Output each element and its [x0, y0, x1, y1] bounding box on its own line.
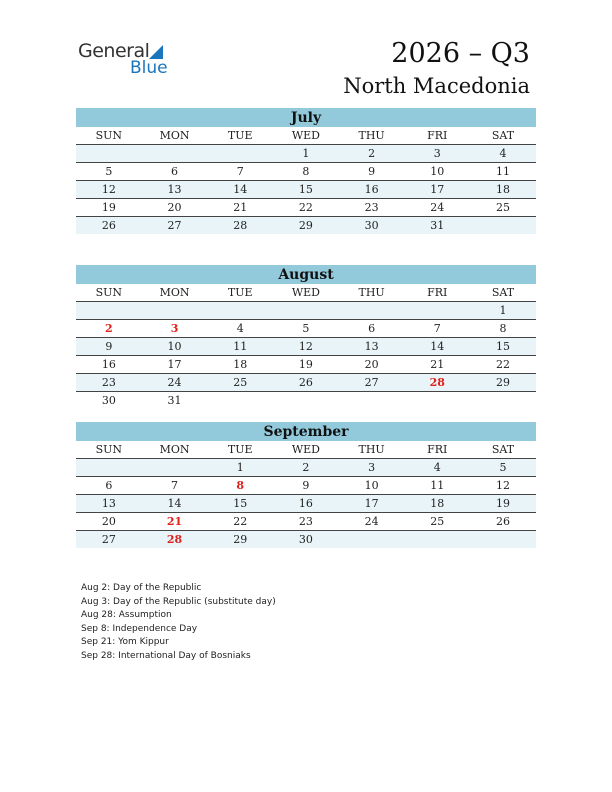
logo-text-general: General	[78, 40, 150, 62]
day-cell: 25	[495, 201, 510, 214]
weekday-label: SUN	[95, 129, 123, 142]
weekday-label: WED	[291, 286, 320, 299]
day-cell: 5	[302, 322, 310, 335]
day-cell: 15	[495, 340, 510, 353]
week-row	[76, 199, 536, 217]
logo-triangle-icon	[149, 45, 163, 59]
holiday-note: Sep 28: International Day of Bosniaks	[81, 650, 251, 661]
day-cell: 26	[298, 376, 313, 389]
day-cell: 27	[101, 533, 116, 546]
day-cell: 7	[236, 165, 244, 178]
weekday-label: SAT	[491, 286, 515, 299]
day-cell	[142, 302, 208, 319]
week-row	[76, 217, 536, 234]
day-cell	[76, 459, 142, 476]
weekday-label: WED	[291, 129, 320, 142]
holiday-list	[81, 582, 276, 664]
day-cell: 18	[233, 358, 248, 371]
month-title: August	[76, 265, 536, 284]
day-cell: 24	[430, 201, 445, 214]
weekday-label: TUE	[227, 443, 253, 456]
logo-text-blue: Blue	[130, 58, 168, 78]
day-cell: 30	[101, 394, 116, 407]
day-cell: 22	[233, 515, 248, 528]
day-cell	[470, 392, 536, 409]
weekday-header-row	[76, 441, 536, 459]
holiday-note: Aug 28: Assumption	[81, 610, 172, 621]
weekday-label: THU	[358, 286, 385, 299]
day-cell: 21	[233, 201, 248, 214]
day-cell	[470, 217, 536, 234]
weekday-label: FRI	[427, 443, 448, 456]
month-title: July	[76, 108, 536, 127]
week-row	[76, 356, 536, 374]
day-cell: 16	[101, 358, 116, 371]
day-cell	[339, 302, 405, 319]
day-cell: 3	[433, 147, 441, 160]
day-cell: 25	[430, 515, 445, 528]
day-cell: 12	[298, 340, 313, 353]
day-cell: 2	[302, 461, 310, 474]
day-cell: 14	[233, 183, 248, 196]
country-name: North Macedonia	[343, 74, 530, 98]
day-cell: 28	[233, 219, 248, 232]
day-cell: 13	[167, 183, 182, 196]
weekday-label: MON	[159, 129, 190, 142]
day-cell: 21	[430, 358, 445, 371]
month-july	[76, 108, 536, 234]
weekday-label: SUN	[95, 286, 123, 299]
day-cell: 5	[105, 165, 113, 178]
day-cell: 12	[495, 479, 510, 492]
day-cell: 3	[368, 461, 376, 474]
day-cell: 12	[101, 183, 116, 196]
day-cell: 4	[236, 322, 244, 335]
week-row	[76, 531, 536, 548]
holiday-note: Sep 8: Independence Day	[81, 623, 198, 634]
day-cell	[470, 531, 536, 548]
day-cell: 23	[298, 515, 313, 528]
weekday-label: WED	[291, 443, 320, 456]
day-cell: 30	[364, 219, 379, 232]
week-row	[76, 181, 536, 199]
day-cell	[142, 459, 208, 476]
holiday-day-cell: 8	[236, 479, 245, 492]
day-cell: 6	[368, 322, 376, 335]
day-cell: 31	[430, 219, 445, 232]
day-cell: 1	[499, 304, 507, 317]
day-cell	[273, 392, 339, 409]
day-cell: 17	[167, 358, 182, 371]
day-cell: 19	[495, 497, 510, 510]
generalblue-logo	[78, 40, 178, 80]
day-cell: 23	[364, 201, 379, 214]
day-cell: 29	[233, 533, 248, 546]
day-cell: 20	[167, 201, 182, 214]
day-cell: 2	[368, 147, 376, 160]
day-cell: 11	[430, 479, 445, 492]
day-cell	[339, 392, 405, 409]
day-cell: 5	[499, 461, 507, 474]
day-cell: 20	[364, 358, 379, 371]
day-cell	[273, 302, 339, 319]
week-row	[76, 320, 536, 338]
day-cell: 16	[364, 183, 379, 196]
day-cell: 10	[430, 165, 445, 178]
day-cell: 27	[364, 376, 379, 389]
week-row	[76, 459, 536, 477]
day-cell: 6	[171, 165, 179, 178]
day-cell: 4	[499, 147, 507, 160]
day-cell: 10	[364, 479, 379, 492]
week-row	[76, 163, 536, 181]
month-september	[76, 422, 536, 548]
day-cell: 14	[430, 340, 445, 353]
day-cell: 9	[368, 165, 376, 178]
holiday-day-cell: 2	[105, 322, 113, 335]
day-cell: 18	[495, 183, 510, 196]
holiday-day-cell: 21	[166, 515, 183, 528]
day-cell: 27	[167, 219, 182, 232]
day-cell: 13	[364, 340, 379, 353]
day-cell	[76, 145, 142, 162]
day-cell	[404, 302, 470, 319]
holiday-day-cell: 28	[429, 376, 445, 389]
day-cell: 1	[236, 461, 244, 474]
day-cell: 4	[433, 461, 441, 474]
week-row	[76, 302, 536, 320]
day-cell: 24	[167, 376, 182, 389]
day-cell: 26	[495, 515, 510, 528]
day-cell: 30	[298, 533, 313, 546]
weekday-label: MON	[159, 443, 190, 456]
day-cell: 17	[364, 497, 379, 510]
day-cell: 19	[101, 201, 116, 214]
day-cell: 22	[495, 358, 510, 371]
day-cell: 15	[233, 497, 248, 510]
weekday-header-row	[76, 127, 536, 145]
week-row	[76, 495, 536, 513]
weekday-label: THU	[358, 443, 385, 456]
holiday-note: Sep 21: Yom Kippur	[81, 637, 169, 648]
day-cell	[207, 302, 273, 319]
weekday-label: FRI	[427, 286, 448, 299]
day-cell: 10	[167, 340, 182, 353]
week-row	[76, 145, 536, 163]
week-row	[76, 392, 536, 409]
day-cell: 19	[298, 358, 313, 371]
day-cell	[207, 145, 273, 162]
day-cell: 24	[364, 515, 379, 528]
holiday-day-cell: 28	[166, 533, 183, 546]
week-row	[76, 477, 536, 495]
day-cell: 22	[298, 201, 313, 214]
holiday-day-cell: 3	[170, 322, 179, 335]
day-cell: 23	[101, 376, 116, 389]
day-cell: 31	[167, 394, 182, 407]
day-cell: 14	[167, 497, 182, 510]
month-title: September	[76, 422, 536, 441]
day-cell: 20	[101, 515, 116, 528]
day-cell: 9	[302, 479, 310, 492]
weekday-label: TUE	[227, 129, 253, 142]
weekday-label: FRI	[427, 129, 448, 142]
day-cell: 6	[105, 479, 113, 492]
day-cell	[404, 392, 470, 409]
day-cell: 9	[105, 340, 113, 353]
weekday-label: SAT	[491, 129, 515, 142]
day-cell: 11	[495, 165, 510, 178]
day-cell: 29	[495, 376, 510, 389]
day-cell	[404, 531, 470, 548]
day-cell: 7	[433, 322, 441, 335]
day-cell: 17	[430, 183, 445, 196]
holiday-note: Aug 2: Day of the Republic	[81, 583, 202, 593]
holiday-note: Aug 3: Day of the Republic (substitute day)	[81, 596, 276, 607]
day-cell: 29	[298, 219, 313, 232]
day-cell: 7	[171, 479, 179, 492]
weekday-label: THU	[358, 129, 385, 142]
day-cell	[142, 145, 208, 162]
day-cell: 8	[302, 165, 310, 178]
week-row	[76, 338, 536, 356]
day-cell: 18	[430, 497, 445, 510]
week-row	[76, 374, 536, 392]
weekday-header-row	[76, 284, 536, 302]
day-cell: 11	[233, 340, 248, 353]
day-cell: 15	[298, 183, 313, 196]
day-cell: 26	[101, 219, 116, 232]
weekday-label: MON	[159, 286, 190, 299]
day-cell: 13	[101, 497, 116, 510]
weekday-label: TUE	[227, 286, 253, 299]
weekday-label: SUN	[95, 443, 123, 456]
day-cell	[76, 302, 142, 319]
day-cell: 1	[302, 147, 310, 160]
week-row	[76, 513, 536, 531]
month-august	[76, 265, 536, 409]
day-cell	[207, 392, 273, 409]
day-cell: 25	[233, 376, 248, 389]
day-cell: 8	[499, 322, 507, 335]
day-cell: 16	[298, 497, 313, 510]
page-title: 2026 – Q3	[391, 38, 530, 69]
weekday-label: SAT	[491, 443, 515, 456]
day-cell	[339, 531, 405, 548]
